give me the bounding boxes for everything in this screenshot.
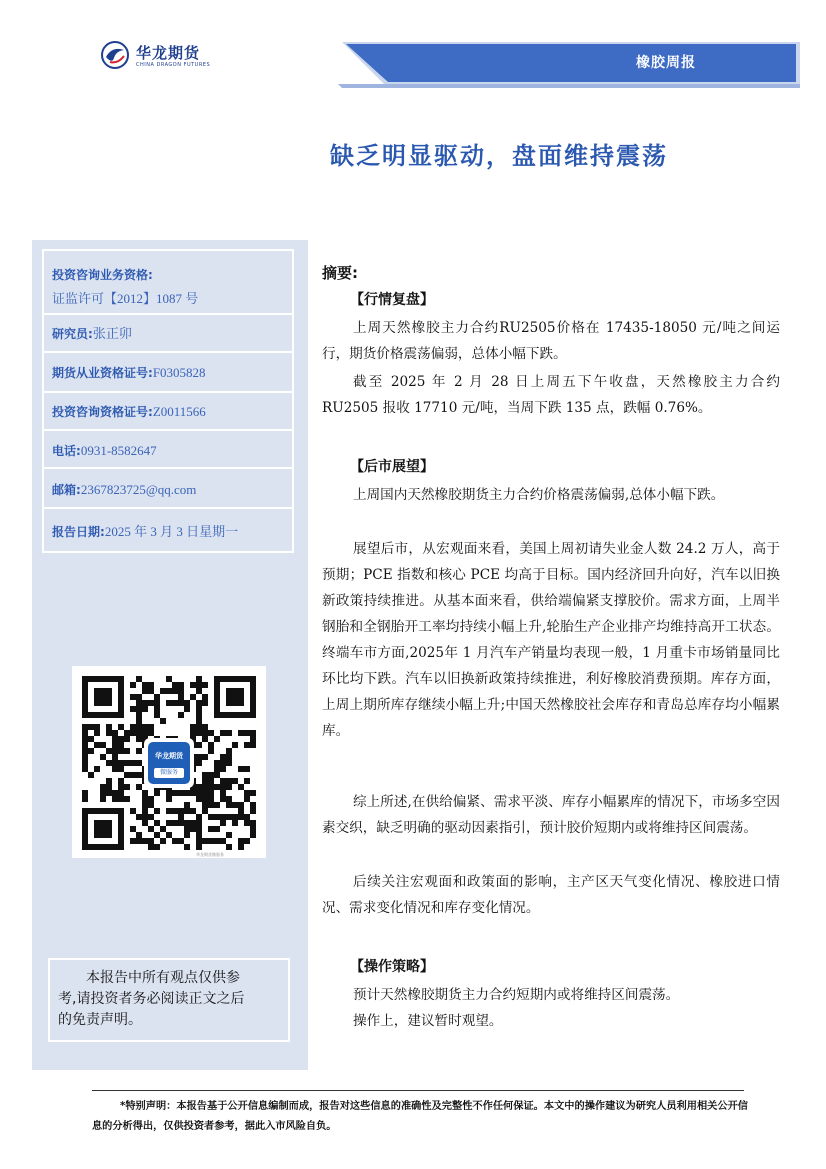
phone-value: 0931-8582647	[80, 443, 157, 458]
outlook-paragraph-4: 后续关注宏观面和政策面的影响，主产区天气变化情况、橡胶进口情况、需求变化情况和库存变化情况。	[322, 874, 780, 916]
date-value: 2025 年 3 月 3 日星期一	[104, 524, 239, 539]
email-line	[52, 479, 196, 498]
researcher-value: 张正卯	[92, 326, 132, 341]
qr-badge-name: 华龙期货	[155, 752, 183, 760]
abstract-heading: 摘要:	[322, 264, 358, 282]
futures-cert-line	[52, 362, 206, 381]
sidebar-disclaimer-text	[58, 968, 282, 1031]
logo-text-cn: 华龙期货	[136, 44, 201, 62]
report-type-label: 橡胶周报	[636, 55, 696, 71]
disclaimer-line-1: 本报告中所有观点仅供参	[86, 970, 240, 986]
qr-caption: 华龙期货微服务	[196, 852, 224, 857]
outlook-paragraph-3: 综上所述,在供给偏紧、需求平淡、库存小幅累库的情况下，市场多空因素交织，缺乏明确的驱动因素指引，预计胶价短期内或将维持区间震荡。	[322, 794, 780, 836]
futures-cert-value: F0305828	[152, 365, 206, 380]
report-title: 缺乏明显驱动，盘面维持震荡	[330, 142, 668, 170]
market-review-paragraph-2: 截至 2025 年 2 月 28 日上周五下午收盘，天然橡胶主力合约RU2505 报收 17710 元/吨，当周下跌 135 点，跌幅 0.76%。	[322, 374, 780, 416]
qualification-value: 证监许可【2012】1087 号	[52, 291, 199, 306]
date-line	[52, 521, 238, 540]
disclaimer-line-2: 考,请投资者务必阅读正文之后	[58, 991, 245, 1007]
consult-cert-value: Z0011566	[152, 404, 206, 419]
market-review-paragraph-1: 上周天然橡胶主力合约RU2505价格在 17435-18050 元/吨之间运行，期货价格震荡偏弱，总体小幅下跌。	[322, 320, 780, 362]
footer-divider	[92, 1090, 744, 1091]
consult-cert-label: 投资咨询资格证号:	[52, 405, 153, 419]
consult-cert-line	[52, 401, 206, 420]
researcher-label: 研究员:	[52, 327, 93, 341]
date-label: 报告日期:	[52, 525, 105, 539]
market-review-heading: 【行情复盘】	[350, 292, 434, 308]
email-value[interactable]: 2367823725@qq.com	[80, 482, 197, 497]
phone-label: 电话:	[52, 444, 81, 458]
outlook-heading: 【后市展望】	[350, 459, 434, 475]
header-banner	[0, 42, 826, 92]
logo-text-en: CHINA DRAGON FUTURES	[136, 62, 211, 68]
qr-center-badge	[144, 738, 194, 788]
qr-badge-sub: 微服务	[154, 768, 184, 778]
disclaimer-line-3: 的免责声明。	[58, 1012, 142, 1028]
outlook-paragraph-2: 展望后市，从宏观面来看，美国上周初请失业金人数 24.2 万人，高于预期；PCE 指数和核心 PCE 均高于目标。国内经济回升向好，汽车以旧换新政策持续推进。从基本面来看，供给端偏紧支撑胶价。需求方面，上周半钢胎和全钢胎开工率均持续小幅上升,轮胎生产企业排产均维持高开工状态。终端车市方面,2025年 1 月汽车产销量均表现一般，1 月重卡市场销量同比环比均下跌。汽车以旧换新政策持续推进，利好橡胶消费预期。库存方面，上周上期所库存继续小幅上升;中国天然橡胶社会库存和青岛总库存均小幅累库。	[322, 541, 780, 739]
sidebar-disclaimer-box	[48, 958, 290, 1042]
qualification-label-wrap	[52, 264, 153, 283]
strategy-heading: 【操作策略】	[350, 959, 434, 975]
qualification-label: 投资咨询业务资格:	[52, 268, 153, 282]
outlook-paragraph-1: 上周国内天然橡胶期货主力合约价格震荡偏弱,总体小幅下跌。	[353, 487, 725, 503]
strategy-paragraph-2: 操作上，建议暂时观望。	[353, 1013, 503, 1029]
footer-disclaimer: *特别声明：本报告基于公开信息编制而成，报告对这些信息的准确性及完整性不作任何保证。本文中的操作建议为研究人员利用相关公开信息的分析得出，仅供投资者参考，据此入市风险自负。	[92, 1101, 748, 1132]
researcher-line	[52, 323, 132, 342]
phone-line	[52, 440, 157, 459]
email-label: 邮箱:	[52, 483, 81, 497]
strategy-paragraph-1: 预计天然橡胶期货主力合约短期内或将维持区间震荡。	[353, 987, 680, 1003]
qr-code	[72, 666, 266, 858]
futures-cert-label: 期货从业资格证号:	[52, 366, 153, 380]
